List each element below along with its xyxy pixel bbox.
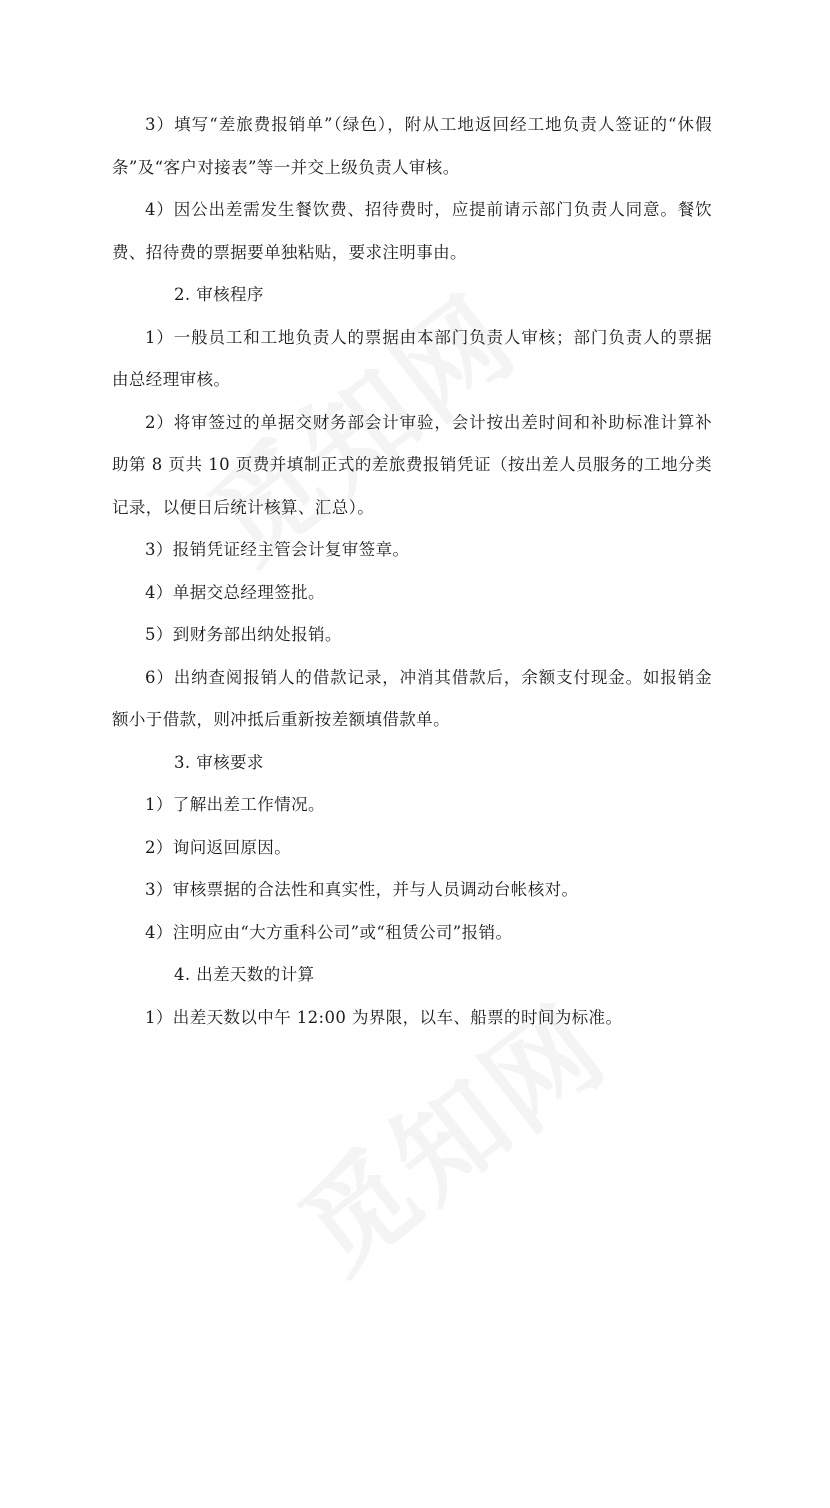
watermark (263, 992, 758, 1508)
paragraph: 4）单据交总经理签批。 (145, 582, 325, 602)
paragraph: 3）填写“差旅费报销单”（绿色），附从工地返回经工地负责人签证的“休假条”及“客户对接表”等一并交上级负责人审核。 (112, 115, 712, 177)
section-heading: 2. 审核程序 (174, 285, 264, 304)
document-body (112, 104, 712, 1039)
paragraph: 1）了解出差工作情况。 (145, 795, 325, 814)
paragraph: 2）将审签过的单据交财务部会计审验，会计按出差时间和补助标准计算补助第 8 页共 10 页费并填制正式的差旅费报销凭证（按出差人员服务的工地分类记录，以便日后统计核算、汇总）。 (112, 412, 712, 517)
section-heading: 3. 审核要求 (174, 752, 264, 772)
section-heading: 4. 出差天数的计算 (174, 965, 315, 984)
paragraph: 2）询问返回原因。 (145, 837, 292, 857)
paragraph: 3）审核票据的合法性和真实性，并与人员调动台帐核对。 (145, 880, 579, 899)
paragraph: 1）出差天数以中午 12:00 为界限，以车、船票的时间为标准。 (145, 1007, 623, 1027)
paragraph: 5）到财务部出纳处报销。 (145, 625, 342, 644)
paragraph: 4）注明应由“大方重科公司”或“租赁公司”报销。 (145, 922, 513, 942)
paragraph: 4）因公出差需发生餐饮费、招待费时，应提前请示部门负责人同意。餐饮费、招待费的票据要单独粘贴，要求注明事由。 (112, 200, 712, 262)
paragraph: 3）报销凭证经主管会计复审签章。 (145, 540, 410, 559)
paragraph: 1）一般员工和工地负责人的票据由本部门负责人审核；部门负责人的票据由总经理审核。 (112, 327, 712, 389)
paragraph: 6）出纳查阅报销人的借款记录，冲消其借款后，余额支付现金。如报销金额小于借款，则冲抵后重新按差额填借款单。 (112, 667, 712, 729)
